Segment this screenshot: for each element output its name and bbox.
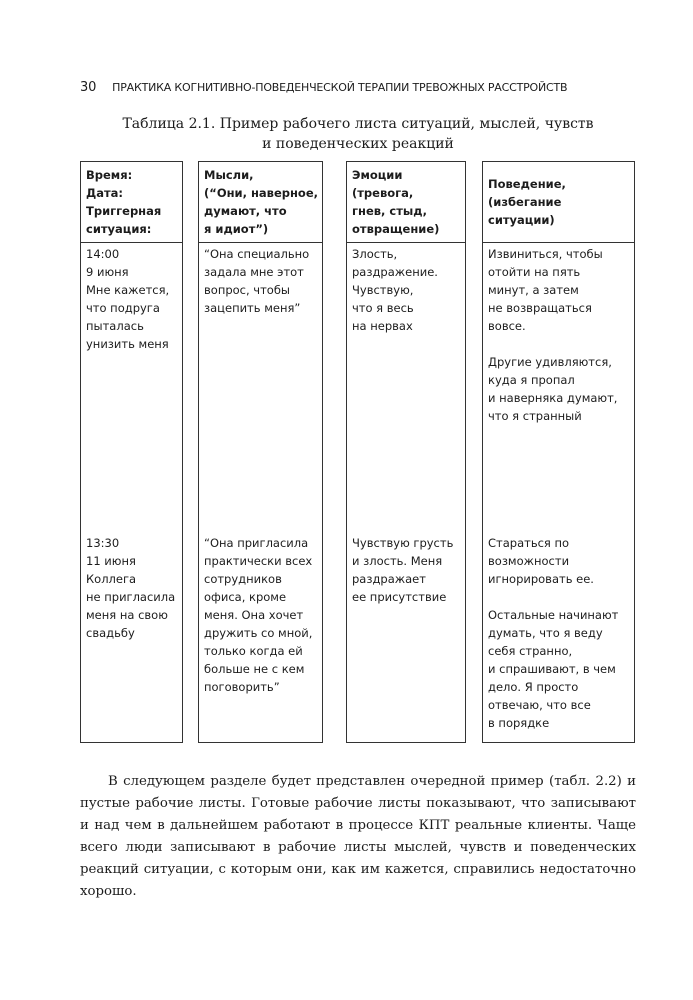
table-cell: “Она пригласила практически всех сотрудников офиса, кроме меня. Она хочет дружить со мной, только когда ей больше не с кем поговорить”	[204, 536, 313, 694]
body-paragraph	[80, 771, 636, 903]
table-cell: 14:00 9 июня Мне кажется, что подруга пыталась унизить меня	[86, 247, 170, 351]
table-cell: 13:30 11 июня Коллега не пригласила меня на свою свадьбу	[86, 536, 176, 640]
column-header-behavior	[483, 162, 634, 243]
column-emotions	[346, 161, 466, 743]
column-header-trigger: Время: Дата: Триггерная ситуация:	[81, 162, 182, 243]
running-header	[80, 80, 640, 95]
column-header-emotions: Эмоции (тревога, гнев, стыд, отвращение)	[347, 162, 465, 243]
table-caption: Таблица 2.1. Пример рабочего листа ситуаций, мыслей, чувств и поведенческих реакций	[122, 116, 594, 152]
table-cell: Злость, раздражение. Чувствую, что я весь на нервах	[352, 247, 438, 333]
body-paragraph-text: В следующем разделе будет представлен очередной пример (табл. 2.2) и пустые рабочие листы. Готовые рабочие листы показывают, что записывают и над чем в дальнейшем работают в процессе КПТ реальные клиенты. Чаще всего люди записывают в рабочие листы мыслей, чувств и поведенческих реакций ситуации, с которым они, как им кажется, справились недостаточно хорошо.	[80, 774, 636, 899]
column-behavior	[482, 161, 635, 743]
page-number: 30	[80, 80, 97, 95]
table-cell: Стараться по возможности игнорировать ее. Остальные начинают думать, что я веду себя странно, и спрашивают, в чем дело. Я просто отвечаю, что все в порядке	[488, 536, 619, 730]
table-cell: Извиниться, чтобы отойти на пять минут, а затем не возвращаться вовсе. Другие удивляются, куда я пропал и наверняка думают, что я странный	[488, 247, 618, 423]
running-title: ПРАКТИКА КОГНИТИВНО-ПОВЕДЕНЧЕСКОЙ ТЕРАПИИ ТРЕВОЖНЫХ РАССТРОЙСТВ	[112, 81, 568, 94]
column-thoughts	[198, 161, 323, 743]
column-header-thoughts: Мысли, (“Они, наверное, думают, что я идиот”)	[199, 162, 322, 243]
table-cell: “Она специально задала мне этот вопрос, чтобы зацепить меня”	[204, 247, 310, 315]
column-trigger	[80, 161, 183, 743]
table-cell: Чувствую грусть и злость. Меня раздражает ее присутствие	[352, 536, 454, 604]
column-header-behavior-text: Поведение, (избегание ситуации)	[488, 177, 566, 227]
